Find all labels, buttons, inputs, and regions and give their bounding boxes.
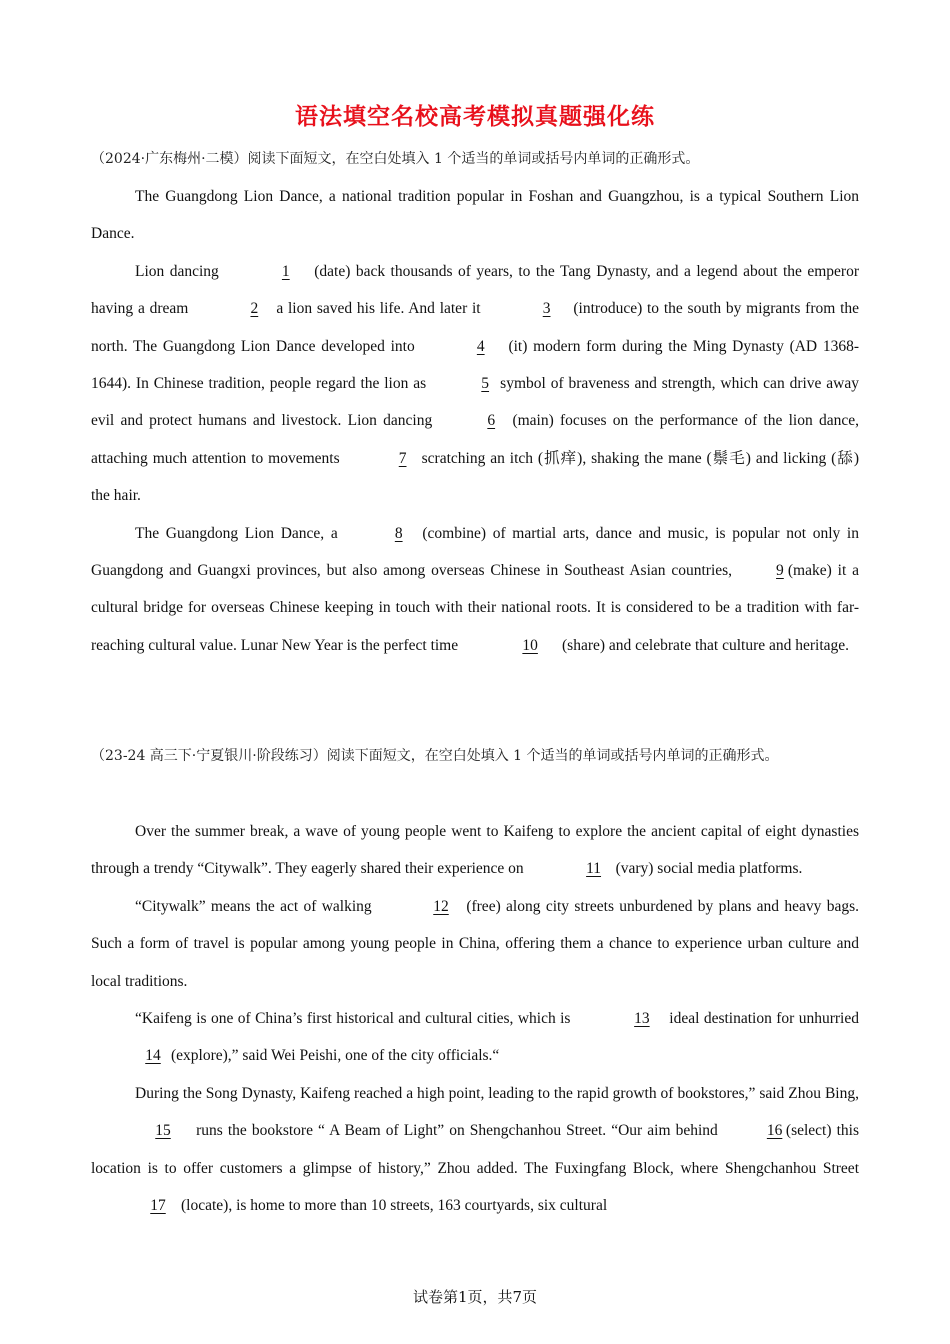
answer-blank-5[interactable]: 5 <box>481 375 490 393</box>
answer-blank-10[interactable]: 10 <box>522 636 538 654</box>
passage1-body <box>91 178 859 664</box>
answer-blank-14[interactable]: 14 <box>145 1047 161 1065</box>
answer-blank-6[interactable]: 6 <box>487 412 496 430</box>
passage1-source: （2024·广东梅州·二模）阅读下面短文，在空白处填入 1 个适当的单词或括号内单词的正确形式。 <box>91 151 700 167</box>
page-title: 语法填空名校高考模拟真题强化练 <box>295 104 655 130</box>
passage2-paragraph-4: During the Song Dynasty, Kaifeng reached a high point, leading to the rapid growth of bookstores,” said Zhou Bing, 15 runs the bookstore “ A Beam of Light” on Shengchanhou Street. “Our aim behind 16 (select) this location is to offer customers a glimpse of history,” Zhou added. The Fuxingfang Block, where Shengchanhou Street 17 (locate), is home to more than 10 streets, 163 courtyards, six cultural <box>91 1075 859 1225</box>
answer-blank-12[interactable]: 12 <box>433 897 449 915</box>
passage1-paragraph-1: The Guangdong Lion Dance, a national tradition popular in Foshan and Guangzhou, is a typical Southern Lion Dance. <box>91 188 859 243</box>
page-footer: 试卷第1页，共7页 <box>412 1288 538 1306</box>
passage2-body <box>91 813 859 1224</box>
answer-blank-16[interactable]: 16 <box>766 1122 783 1140</box>
answer-blank-8[interactable]: 8 <box>394 524 403 542</box>
answer-blank-4[interactable]: 4 <box>476 337 485 355</box>
answer-blank-17[interactable]: 17 <box>150 1197 166 1215</box>
passage2-paragraph-2: “Citywalk” means the act of walking 12 (free) along city streets unburdened by plans and heavy bags. Such a form of travel is popular among young people in China, offering them a chance to experience urban culture and local traditions. <box>91 888 859 1000</box>
answer-blank-3[interactable]: 3 <box>542 300 551 318</box>
answer-blank-7[interactable]: 7 <box>398 449 407 467</box>
passage1-paragraph-3: The Guangdong Lion Dance, a 8 (combine) of martial arts, dance and music, is popular not only in Guangdong and Guangxi provinces, but also among overseas Chinese in Southeast Asian countries, 9 (make) it a cultural bridge for overseas Chinese keeping in touch with their national roots. It is considered to be a tradition with far-reaching cultural value. Lunar New Year is the perfect time 10 (share) and celebrate that culture and heritage. <box>91 515 859 665</box>
passage2-paragraph-1: Over the summer break, a wave of young people went to Kaifeng to explore the ancient capital of eight dynasties through a trendy “Citywalk”. They eagerly shared their experience on 11 (vary) social media platforms. <box>91 813 859 888</box>
answer-blank-2[interactable]: 2 <box>250 300 259 318</box>
passage1-paragraph-2: Lion dancing 1 (date) back thousands of years, to the Tang Dynasty, and a legend about the emperor having a dream 2 a lion saved his life. And later it 3 (introduce) to the south by migrants from the north. The Guangdong Lion Dance developed into 4 (it) modern form during the Ming Dynasty (AD 1368-1644). In Chinese tradition, people regard the lion as 5 symbol of braveness and strength, which can drive away evil and protect humans and livestock. Lion dancing 6 (main) focuses on the performance of the lion dance, attaching much attention to movements 7 scratching an itch (抓痒), shaking the mane (鬃毛) and licking (舔) the hair. <box>91 253 859 515</box>
answer-blank-13[interactable]: 13 <box>634 1010 650 1028</box>
passage2-paragraph-3: “Kaifeng is one of China’s first historical and cultural cities, which is 13 ideal destination for unhurried 14 (explore),” said Wei Peishi, one of the city officials.“ <box>91 1000 859 1075</box>
answer-blank-15[interactable]: 15 <box>155 1122 171 1140</box>
answer-blank-11[interactable]: 11 <box>586 860 602 878</box>
passage2-source: （23-24 高三下·宁夏银川·阶段练习）阅读下面短文，在空白处填入 1 个适当的单词或括号内单词的正确形式。 <box>91 748 779 764</box>
answer-blank-1[interactable]: 1 <box>281 262 290 280</box>
answer-blank-9[interactable]: 9 <box>776 562 784 580</box>
